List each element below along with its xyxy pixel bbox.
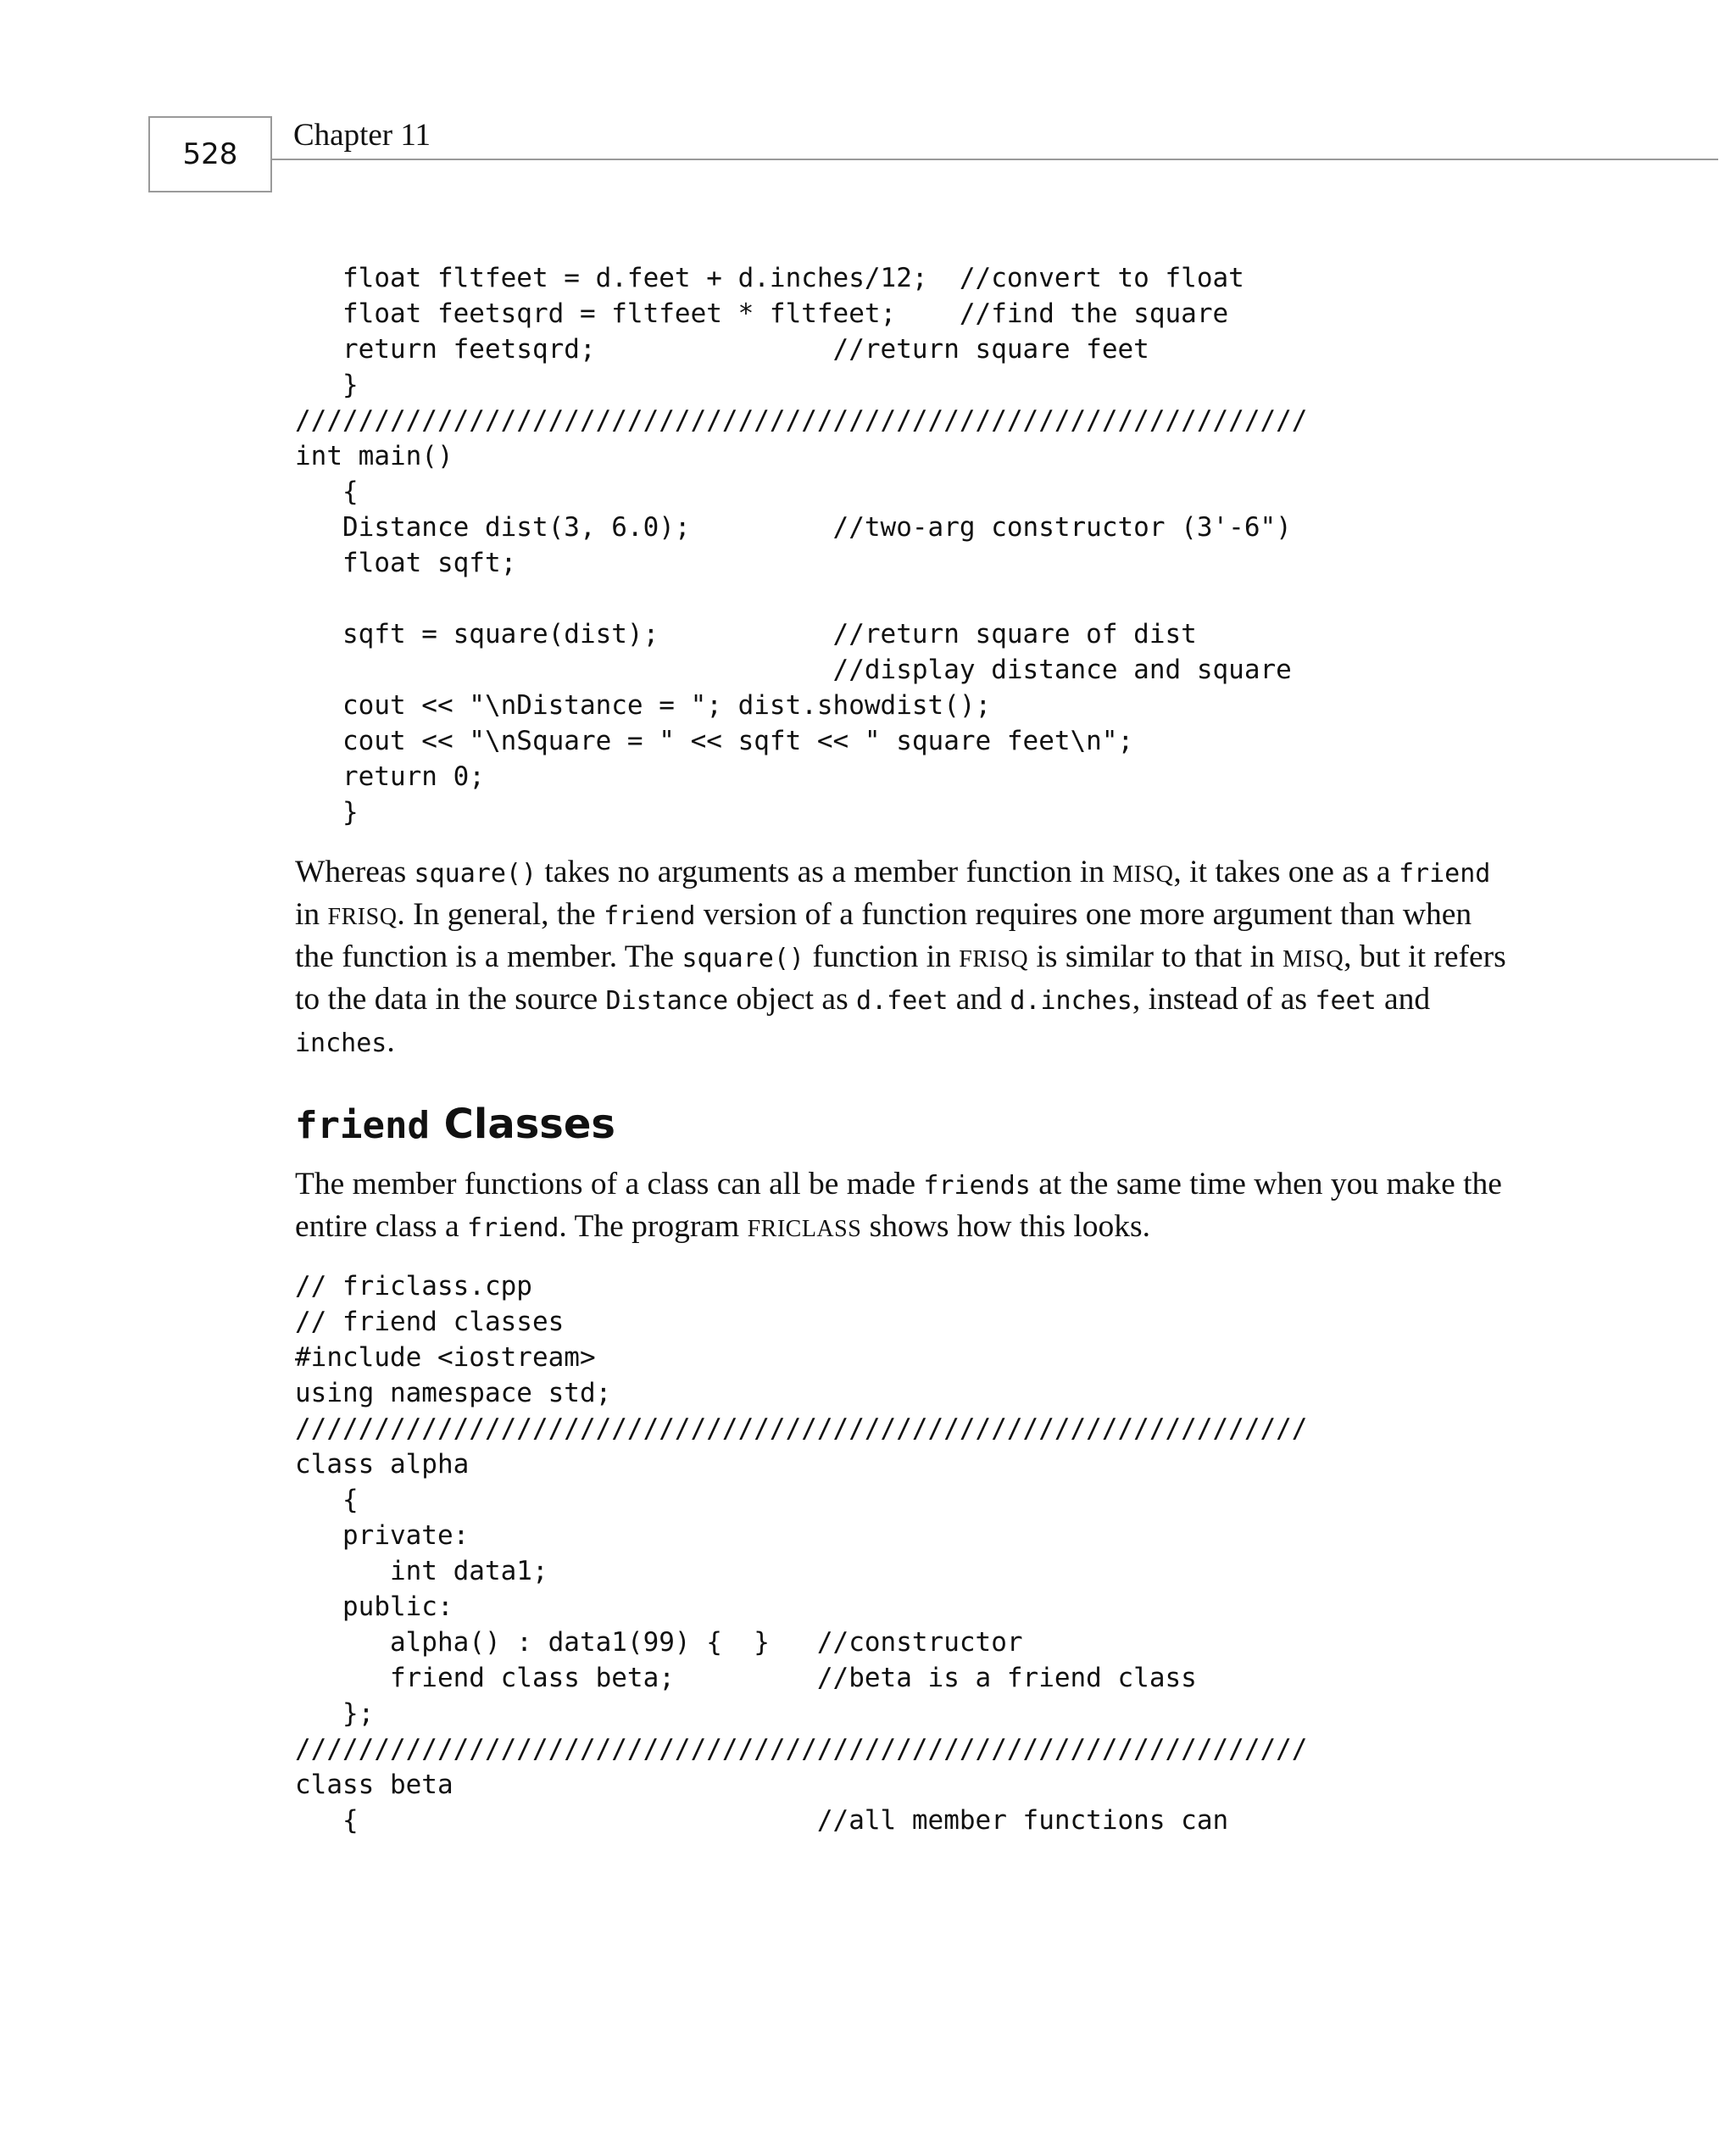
heading-code: friend (295, 1104, 430, 1147)
program-name: MISQ (1283, 946, 1344, 973)
program-name: FRISQ (959, 946, 1029, 973)
inline-code: square() (414, 859, 537, 889)
text-run: shows how this looks. (861, 1209, 1150, 1244)
section-heading-friend-classes (295, 1099, 615, 1151)
text-run: , but it refers (1344, 939, 1506, 974)
text-run: object as (728, 982, 857, 1017)
code-listing-friclass: // friclass.cpp // friend classes #include <iostream> using namespace std; //////////////////////////////////////////////////////////////// class alpha { private: int data1; public: alpha() : data1(99) { } //constructor friend class beta; //beta is a friend class }; //////////////////////////////////////////////////////////////// class beta { //all member functions can (295, 1271, 1308, 1836)
inline-code: d.feet (856, 986, 949, 1016)
inline-code: Distance (605, 986, 729, 1016)
text-run: , instead of as (1132, 982, 1316, 1017)
program-name: FRICLASS (747, 1216, 862, 1242)
inline-code: friend (604, 901, 696, 931)
text-run: to the data in the source (295, 982, 606, 1017)
text-run: is similar to that in (1028, 939, 1283, 974)
text-run: function in (804, 939, 960, 974)
paragraph-line (295, 1021, 1583, 1063)
inline-code: d.inches (1010, 986, 1132, 1016)
page-number-text: 528 (182, 137, 238, 171)
text-run: at the same time when you make the (1030, 1167, 1502, 1201)
text-run: version of a function requires one more argument than when (695, 897, 1472, 932)
code-listing-frisq-end: float fltfeet = d.feet + d.inches/12; //convert to float float feetsqrd = fltfeet * fltfeet; //find the square return feetsqrd; //return square feet } //////////////////////////////////////////////////////////////// int main() { Distance dist(3, 6.0); //two-arg constructor (3'-6") float sqft; sqft = square(dist); //return square of dist //display distance and square cout << "\nDistance = "; dist.showdist(); cout << "\nSquare = " << sqft << " square feet\n"; return 0; } (295, 263, 1308, 828)
inline-code: inches (295, 1028, 387, 1058)
text-run: . The program (559, 1209, 748, 1244)
paragraph-line (295, 1163, 1583, 1206)
inline-code: friends (923, 1171, 1031, 1201)
inline-code: square() (682, 944, 804, 973)
inline-code: friend (467, 1213, 559, 1243)
page-number (148, 116, 272, 192)
text-run: , it takes one as a (1173, 855, 1399, 889)
text-run: the function is a member. The (295, 939, 682, 974)
program-name: FRISQ (327, 904, 398, 930)
paragraph-line (295, 894, 1583, 936)
inline-code: feet (1315, 986, 1377, 1016)
header-rule (272, 159, 1718, 160)
body-paragraph-friend-functions (295, 851, 1583, 1063)
chapter-title: Chapter 11 (293, 118, 431, 153)
text-run: and (948, 982, 1010, 1017)
text-run: in (295, 897, 328, 932)
paragraph-line (295, 851, 1583, 894)
heading-text: Classes (429, 1101, 615, 1148)
text-run: . In general, the (397, 897, 604, 932)
program-name: MISQ (1112, 861, 1174, 888)
text-run: and (1376, 982, 1431, 1017)
inline-code: friend (1398, 859, 1491, 889)
text-run: entire class a (295, 1209, 468, 1244)
paragraph-line (295, 978, 1583, 1021)
text-run: takes no arguments as a member function in (537, 855, 1113, 889)
body-paragraph-friend-classes (295, 1163, 1583, 1248)
paragraph-line (295, 1206, 1583, 1248)
paragraph-line (295, 936, 1583, 978)
text-run: . (387, 1024, 395, 1059)
text-run: Whereas (295, 855, 415, 889)
text-run: The member functions of a class can all be made (295, 1167, 924, 1201)
